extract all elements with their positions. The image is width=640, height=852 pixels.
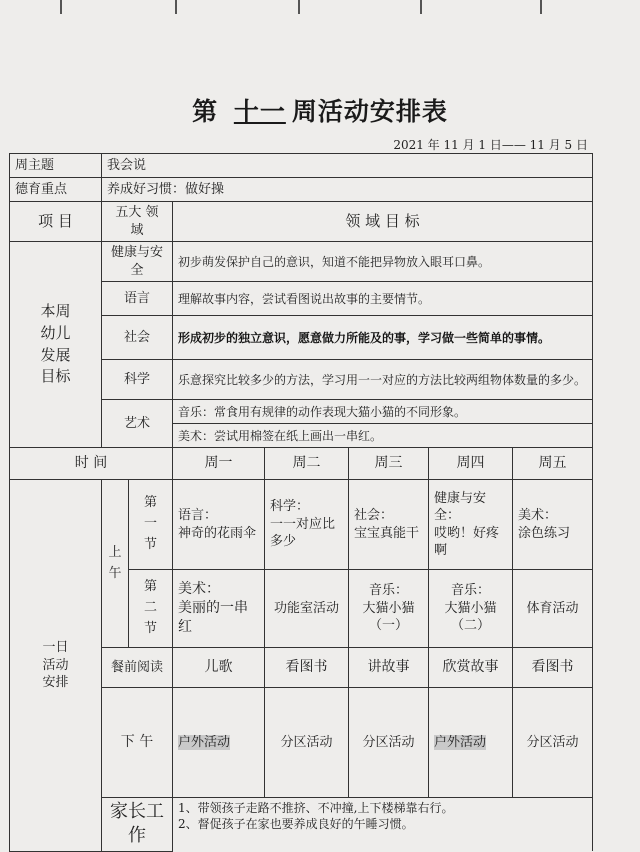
theme-row (10, 154, 593, 178)
domain-name: 健康与安全 (102, 242, 173, 282)
parents-work-label: 家长工作 (102, 798, 173, 852)
day-header: 周二 (265, 448, 349, 480)
title-suffix: 周活动安排表 (291, 97, 448, 126)
header-row (10, 202, 593, 242)
theme-value: 我会说 (102, 154, 593, 178)
parents-item: 2、督促孩子在家也要养成良好的午睡习惯。 (178, 817, 414, 832)
day-header: 周五 (513, 448, 593, 480)
time-label: 时 间 (10, 448, 173, 480)
domain-goal: 乐意探究比较多少的方法，学习用一一对应的方法比较两组物体数量的多少。 (173, 360, 593, 400)
activity-cell: 美术： 美丽的一串红 (173, 570, 265, 648)
activity-cell: 美术： 涂色练习 (513, 480, 593, 570)
activity-cell: 社会： 宝宝真能干 (349, 480, 429, 570)
domain-name: 科学 (102, 360, 173, 400)
reading-cell: 看图书 (513, 648, 593, 688)
domain-goal: 理解故事内容，尝试看图说出故事的主要情节。 (173, 282, 593, 316)
domain-name: 艺术 (102, 400, 173, 448)
reading-cell: 看图书 (265, 648, 349, 688)
reading-cell: 讲故事 (349, 648, 429, 688)
binder-marks (0, 0, 640, 16)
afternoon-cell (173, 688, 265, 798)
theme-label: 周主题 (10, 154, 102, 178)
afternoon-cell: 分区活动 (513, 688, 593, 798)
day-header: 周一 (173, 448, 265, 480)
days-header-row (10, 448, 593, 480)
reading-cell: 儿歌 (173, 648, 265, 688)
activity-cell: 体育活动 (513, 570, 593, 648)
activity-cell: 语言： 神奇的花雨伞 (173, 480, 265, 570)
date-range: 2021 年 11 月 1 日—— 11 月 5 日 (393, 138, 588, 152)
moral-value: 养成好习惯：做好操 (102, 178, 593, 202)
day-header: 周四 (429, 448, 513, 480)
activity-cell: 健康与安全： 哎哟！好疼啊 (429, 480, 513, 570)
moral-label: 德育重点 (10, 178, 102, 202)
domain-name: 社会 (102, 316, 173, 360)
period1-label: 第一节 (129, 480, 173, 570)
afternoon-cell: 分区活动 (265, 688, 349, 798)
afternoon-cell (429, 688, 513, 798)
activity-cell: 功能室活动 (265, 570, 349, 648)
daily-schedule-label: 一日活动安排 (10, 480, 102, 852)
development-goals-label: 本周幼儿发展目标 (10, 242, 102, 448)
activity-cell: 科学： 一一对应比多少 (265, 480, 349, 570)
domain-goal-art: 美术：尝试用棉签在纸上画出一串红。 (173, 424, 593, 448)
title-prefix: 第 (192, 97, 219, 126)
morning-label: 上午 (102, 480, 129, 648)
moral-row (10, 178, 593, 202)
domain-goal: 初步萌发保护自己的意识，知道不能把异物放入眼耳口鼻。 (173, 242, 593, 282)
domain-name: 语言 (102, 282, 173, 316)
reading-label: 餐前阅读 (102, 648, 173, 688)
reading-cell: 欣赏故事 (429, 648, 513, 688)
afternoon-label: 下 午 (102, 688, 173, 798)
day-header: 周三 (349, 448, 429, 480)
activity-cell: 音乐： 大猫小猫（一） (349, 570, 429, 648)
parents-work-items (173, 798, 593, 852)
header-item: 项 目 (10, 202, 102, 242)
domain-goal-music: 音乐：常食用有规律的动作表现大猫小猫的不同形象。 (173, 400, 593, 424)
afternoon-activity: 户外活动 (178, 734, 231, 750)
domain-row-health (10, 242, 593, 282)
header-goals: 领 域 目 标 (173, 202, 593, 242)
afternoon-cell: 分区活动 (349, 688, 429, 798)
title-week-number: 十一 (233, 97, 286, 126)
domain-goal: 形成初步的独立意识，愿意做力所能及的事，学习做一些简单的事情。 (173, 316, 593, 360)
header-domains: 五大 领 域 (102, 202, 173, 242)
period1-row (10, 480, 593, 570)
afternoon-activity: 户外活动 (434, 734, 487, 750)
activity-cell: 音乐： 大猫小猫（二） (429, 570, 513, 648)
period2-label: 第二节 (129, 570, 173, 648)
parents-item: 1、带领孩子走路不推挤、不冲撞,上下楼梯靠右行。 (178, 801, 454, 816)
page-title (0, 92, 640, 128)
schedule-table (9, 153, 593, 852)
